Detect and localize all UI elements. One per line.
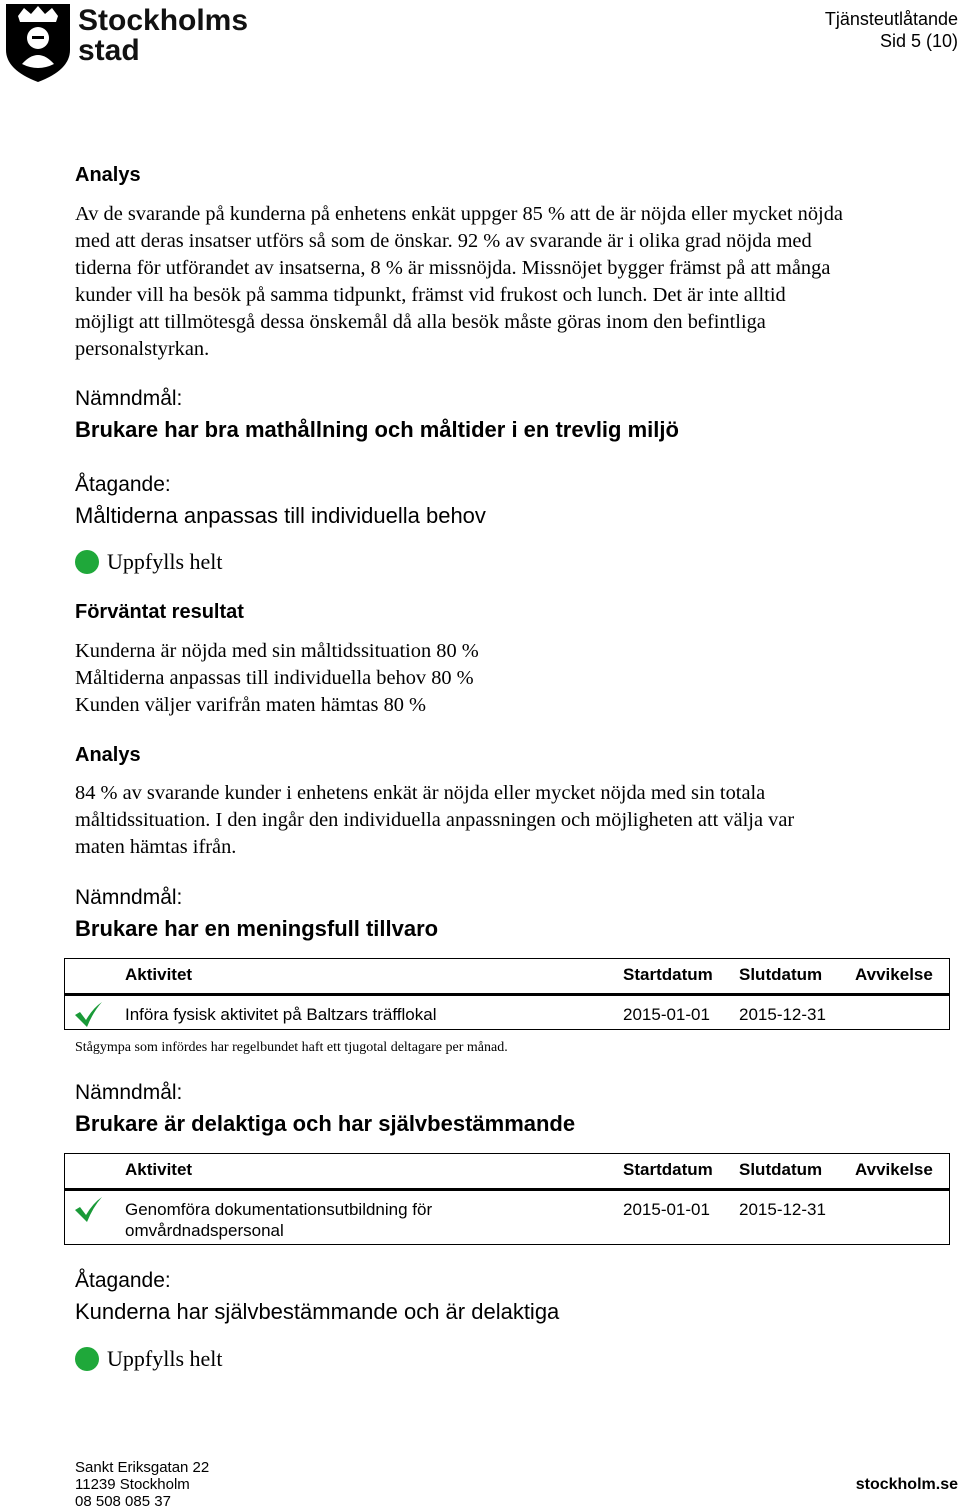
start-date-cell: 2015-01-01 bbox=[623, 1005, 710, 1024]
goal-title: Brukare har en meningsfull tillvaro bbox=[75, 916, 439, 941]
expected-result-item: Kunden väljer varifrån maten hämtas 80 % bbox=[75, 694, 427, 716]
analysis-paragraph bbox=[75, 201, 960, 363]
activity-cell: Införa fysisk aktivitet på Baltzars träfflokal bbox=[125, 1005, 437, 1024]
footer-postal: 11239 Stockholm bbox=[75, 1476, 190, 1493]
expected-result-item: Kunderna är nöjda med sin måltidssituation 80 % bbox=[75, 640, 479, 662]
table-row bbox=[65, 996, 949, 1029]
footer-website-link[interactable]: stockholm.se bbox=[855, 1476, 958, 1493]
checkmark-icon bbox=[73, 1000, 103, 1028]
analysis-line: kunder vill ha besök på samma tidpunkt, främst vid frukost och lunch. Det är inte alltid bbox=[75, 284, 786, 306]
end-date-cell: 2015-12-31 bbox=[739, 1200, 826, 1219]
footer-address-block bbox=[75, 1459, 209, 1510]
analysis-line: möjligt att tillmötesgå dessa önskemål då alla besök måste göras inom den befintliga bbox=[75, 311, 766, 333]
column-header-start: Startdatum bbox=[623, 1160, 713, 1179]
analysis-line: Av de svarande på kunderna på enhetens enkät uppger 85 % att de är nöjda eller mycket nöjda bbox=[75, 203, 843, 225]
commitment-label: Åtagande: bbox=[75, 1269, 171, 1292]
analysis-line: 84 % av svarande kunder i enhetens enkät är nöjda eller mycket nöjda med sin totala bbox=[75, 782, 766, 804]
document-type: Tjänsteutlåtande bbox=[824, 9, 958, 29]
status-text: Uppfylls helt bbox=[107, 1346, 223, 1371]
column-header-start: Startdatum bbox=[623, 965, 713, 984]
stockholms-stad-logo bbox=[4, 2, 249, 84]
analysis-line: personalstyrkan. bbox=[75, 338, 210, 360]
analysis-line: måltidssituation. I den ingår den individuella anpassningen och möjligheten att välja var bbox=[75, 809, 795, 831]
column-header-activity: Aktivitet bbox=[125, 965, 193, 984]
expected-result-heading: Förväntat resultat bbox=[75, 601, 244, 623]
footer-phone: 08 508 085 37 bbox=[75, 1493, 171, 1510]
footer-street: Sankt Eriksgatan 22 bbox=[75, 1459, 210, 1476]
goal-label: Nämndmål: bbox=[75, 1081, 183, 1104]
column-header-end: Slutdatum bbox=[739, 965, 823, 984]
commitment-text: Måltiderna anpassas till individuella behov bbox=[75, 503, 486, 528]
analysis-paragraph bbox=[75, 780, 960, 861]
status-green-dot-icon bbox=[75, 550, 99, 574]
column-header-end: Slutdatum bbox=[739, 1160, 823, 1179]
checkmark-icon bbox=[73, 1195, 103, 1223]
analysis-heading: Analys bbox=[75, 744, 141, 766]
commitment-label: Åtagande: bbox=[75, 473, 171, 496]
goal-label: Nämndmål: bbox=[75, 886, 183, 909]
table-header bbox=[65, 959, 949, 996]
column-header-deviation: Avvikelse bbox=[855, 1160, 933, 1179]
end-date-cell: 2015-12-31 bbox=[739, 1005, 826, 1024]
table-row bbox=[65, 1191, 949, 1244]
activity-table bbox=[64, 958, 950, 1030]
goal-title: Brukare har bra mathållning och måltider i en trevlig miljö bbox=[75, 417, 679, 442]
page-number: Sid 5 (10) bbox=[879, 31, 958, 51]
analysis-line: tiderna för utförandet av insatserna, 8 % är missnöjda. Missnöjet bygger främst på att många bbox=[75, 257, 831, 279]
activity-cell bbox=[125, 1199, 432, 1241]
column-header-deviation: Avvikelse bbox=[855, 965, 933, 984]
status-indicator bbox=[75, 548, 223, 576]
status-green-dot-icon bbox=[75, 1347, 99, 1371]
activity-line: omvårdnadspersonal bbox=[125, 1221, 284, 1240]
column-header-activity: Aktivitet bbox=[125, 1160, 193, 1179]
commitment-text: Kunderna har självbestämmande och är delaktiga bbox=[75, 1299, 560, 1324]
status-indicator bbox=[75, 1345, 223, 1373]
goal-title: Brukare är delaktiga och har självbestämmande bbox=[75, 1111, 576, 1136]
activity-line: Genomföra dokumentationsutbildning för bbox=[125, 1200, 433, 1219]
activity-note: Stågympa som infördes har regelbundet haft ett tjugotal deltagare per månad. bbox=[75, 1040, 508, 1055]
expected-result-item: Måltiderna anpassas till individuella behov 80 % bbox=[75, 667, 474, 689]
goal-label: Nämndmål: bbox=[75, 387, 183, 410]
activity-table bbox=[64, 1153, 950, 1245]
expected-result-list bbox=[75, 638, 479, 719]
analysis-line: maten hämtas ifrån. bbox=[75, 836, 237, 858]
status-text: Uppfylls helt bbox=[107, 549, 223, 574]
analysis-heading: Analys bbox=[75, 164, 141, 186]
table-header bbox=[65, 1154, 949, 1191]
logo-line-1: Stockholms bbox=[78, 4, 249, 37]
logo-line-2: stad bbox=[78, 34, 140, 67]
analysis-line: med att deras insatser utförs så som de önskar. 92 % av svarande är i olika grad nöjda med bbox=[75, 230, 812, 252]
start-date-cell: 2015-01-01 bbox=[623, 1200, 710, 1219]
